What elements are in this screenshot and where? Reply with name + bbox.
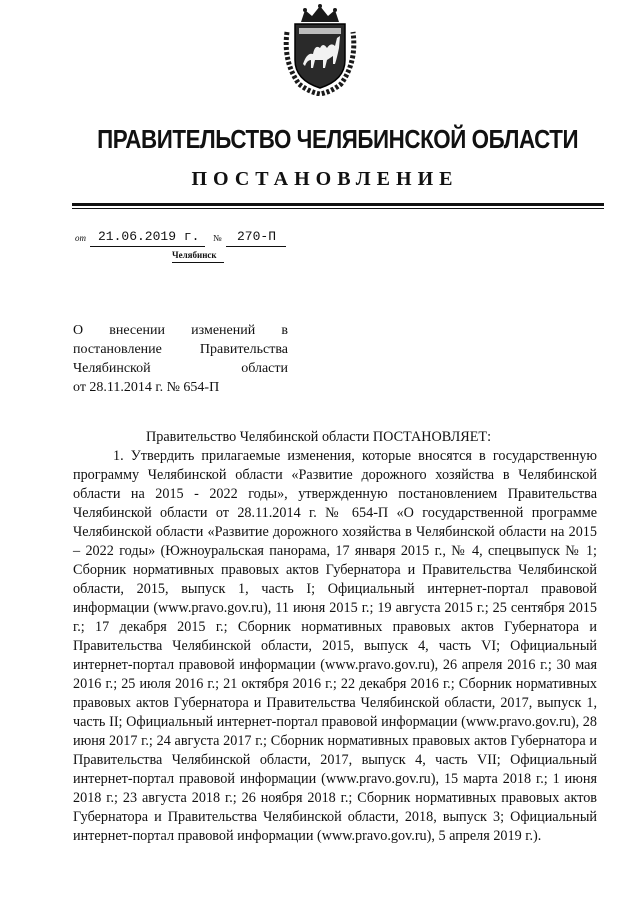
document-number: 270-П	[237, 229, 277, 244]
document-body	[73, 428, 597, 846]
number-underline	[226, 246, 286, 247]
document-date: 21.06.2019 г.	[98, 229, 200, 244]
city-underline	[172, 262, 224, 263]
header-divider-thin	[72, 208, 604, 209]
city-name: Челябинск	[172, 250, 217, 260]
number-prefix: №	[213, 233, 222, 243]
subject-line: Челябинской области	[73, 361, 288, 376]
resolution-item-1: 1. Утвердить прилагаемые изменения, которые вносятся в государственную программу Челябинской области «Развитие дорожного хозяйства в Челябинской области на 2015 - 2022 годы», утвержденную постановлением Правительства Челябинской области от 28.11.2014 г. № 654-П «О государственной программе Челябинской области «Развитие дорожного хозяйства в Челябинской области на 2015 – 2022 годы» (Южноуральская панорама, 17 января 2015 г., № 4, спецвыпуск № 1; Сборник нормативных правовых актов Губернатора и Правительства Челябинской области, 2015, выпуск 1, часть I; Официальный интернет-портал правовой информации (www.pravo.gov.ru), 11 июня 2015 г.; 19 августа 2015 г.; 25 сентября 2015 г.; 17 декабря 2015 г.; Сборник нормативных правовых актов Губернатора и Правительства Челябинской области, 2015, выпуск 4, часть VI; Официальный интернет-портал правовой информации (www.pravo.gov.ru), 26 апреля 2016 г.; 30 мая 2016 г.; 25 июля 2016 г.; 21 октября 2016 г.; 22 декабря 2016 г.; Сборник нормативных правовых актов Губернатора и Правительства Челябинской области, 2017, выпуск 1, часть II; Официальный интернет-портал правовой информации (www.pravo.gov.ru), 28 июня 2017 г.; 24 августа 2017 г.; Сборник нормативных правовых актов Губернатора и Правительства Челябинской области, 2017, выпуск 4, часть VII; Официальный интернет-портал правовой информации (www.pravo.gov.ru), 15 марта 2018 г.; 1 июня 2018 г.; 23 августа 2018 г.; 26 ноября 2018 г.; Сборник нормативных правовых актов Губернатора и Правительства Челябинской области, 2018, выпуск 3; Официальный интернет-портал правовой информации (www.pravo.gov.ru), 5 апреля 2019 г.).	[73, 448, 597, 844]
resolution-intro: Правительство Челябинской области ПОСТАНОВЛЯЕТ:	[146, 429, 492, 445]
subject-line: постановление Правительства	[73, 342, 288, 357]
government-title: ПРАВИТЕЛЬСТВО ЧЕЛЯБИНСКОЙ ОБЛАСТИ	[97, 124, 579, 154]
subject-line: О внесении изменений в	[73, 323, 288, 338]
subject-line: от 28.11.2014 г. № 654-П	[73, 380, 220, 395]
date-underline	[90, 246, 205, 247]
header-divider-thick	[72, 203, 604, 206]
date-prefix: от	[75, 233, 86, 243]
document-type-title: ПОСТАНОВЛЕНИЕ	[191, 168, 459, 190]
coat-of-arms-emblem	[279, 2, 361, 96]
document-subject	[73, 321, 288, 397]
